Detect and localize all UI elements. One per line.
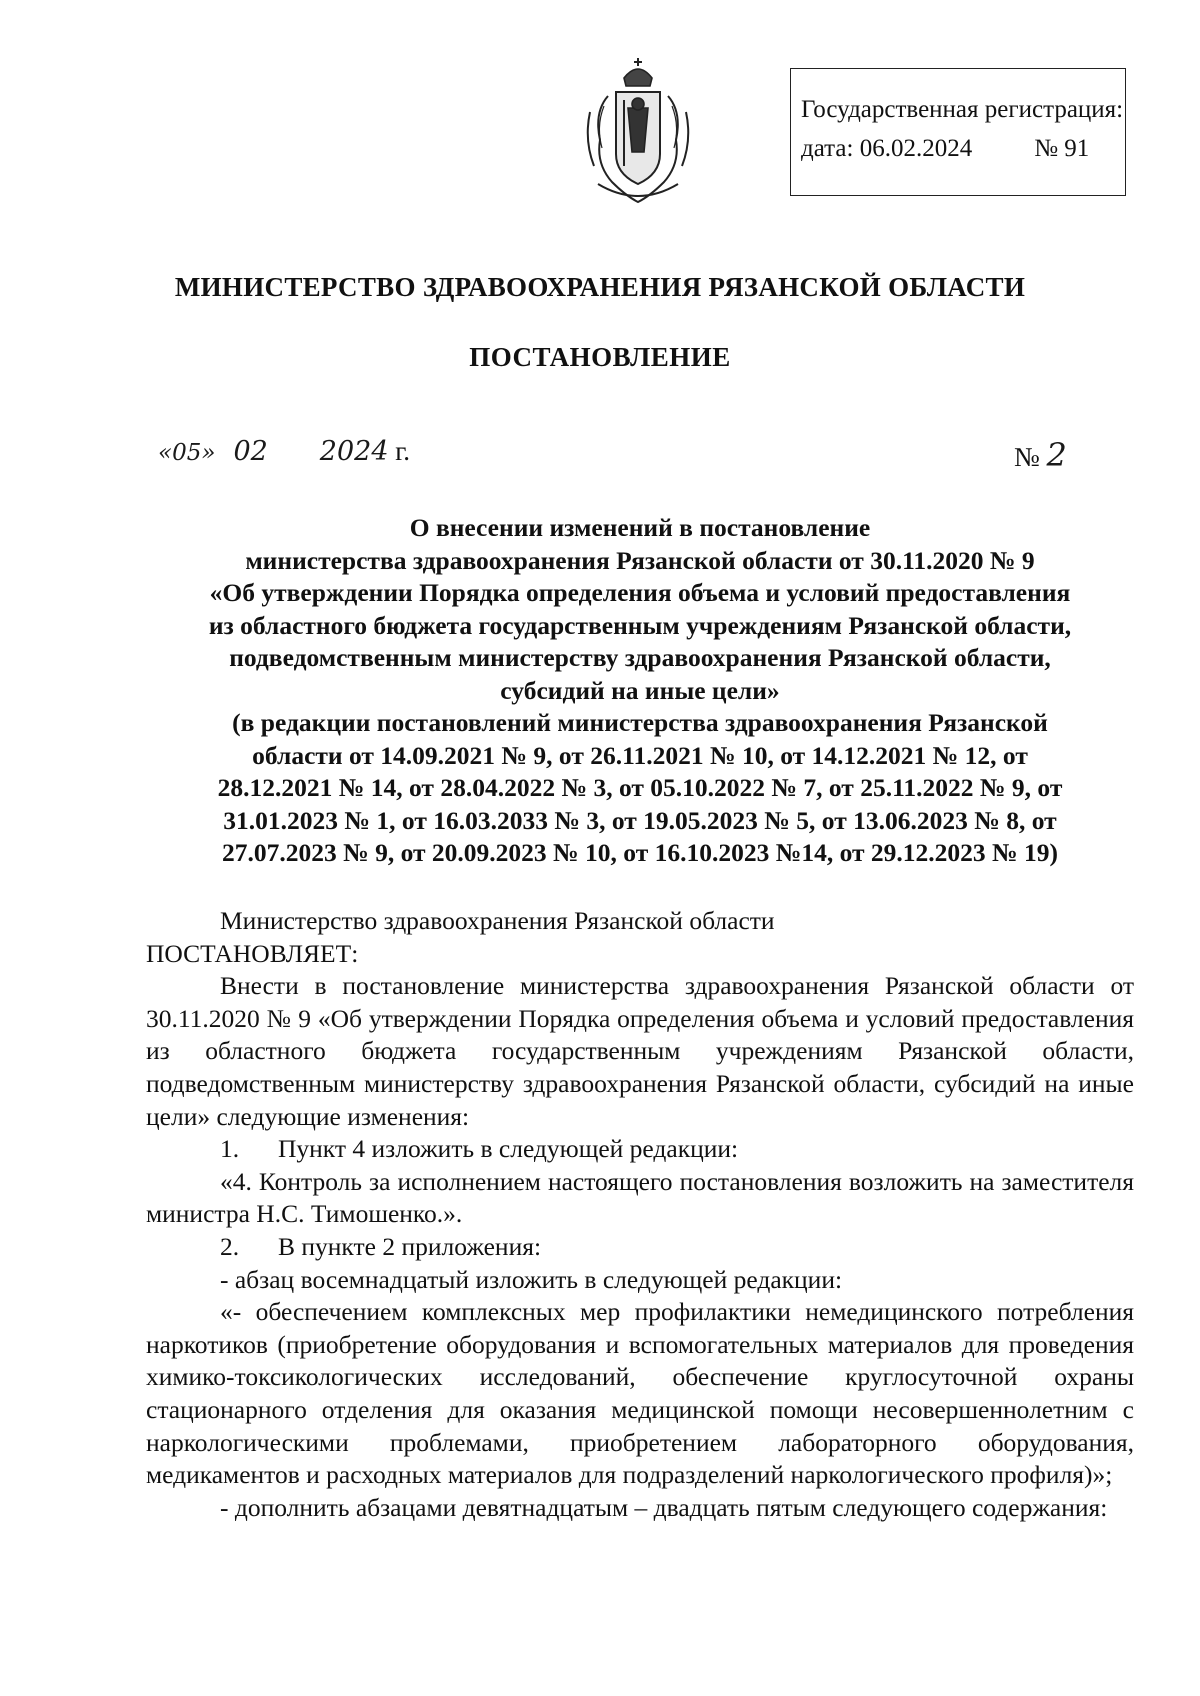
date-open-quote: « xyxy=(158,440,173,466)
date-close-quote: » xyxy=(201,440,216,466)
body-decree-word: ПОСТАНОВЛЯЕТ: xyxy=(146,938,359,968)
registration-title: Государственная регистрация: xyxy=(801,96,1124,123)
document-number xyxy=(1014,436,1067,474)
list-item-text: В пункте 2 приложения: xyxy=(278,1231,542,1261)
title-line: «Об утверждении Порядка определения объема и условий предоставления xyxy=(209,578,1071,607)
body-subitem: - дополнить абзацами девятнадцатым – двадцать пятым следующего содержания: xyxy=(220,1492,1108,1522)
coat-of-arms-icon xyxy=(578,56,698,206)
date-month: 02 xyxy=(233,436,268,467)
body-intro: Министерство здравоохранения Рязанской области xyxy=(220,906,775,935)
date-year-suffix: г. xyxy=(395,436,411,466)
title-line: подведомственным министерству здравоохранения Рязанской области, xyxy=(229,643,1051,672)
document-body xyxy=(146,905,1134,1524)
list-item xyxy=(146,1231,1134,1264)
list-item-number: 1. xyxy=(220,1134,240,1164)
title-line: 28.12.2021 № 14, от 28.04.2022 № 3, от 05.10.2022 № 7, от 25.11.2022 № 9, от xyxy=(217,773,1063,802)
list-item-text: Пункт 4 изложить в следующей редакции: xyxy=(278,1134,739,1164)
registration-number: № 91 xyxy=(1034,134,1090,162)
number-value: 2 xyxy=(1046,436,1067,474)
title-line: из областного бюджета государственным учреждениям Рязанской области, xyxy=(208,610,1072,640)
number-prefix: № xyxy=(1014,442,1040,472)
document-type: ПОСТАНОВЛЕНИЕ xyxy=(469,342,731,372)
body-quote-paragraph: «4. Контроль за исполнением настоящего постановления возложить на заместителя министра Н.С. Тимошенко.». xyxy=(146,1166,1134,1229)
body-subitem: - абзац восемнадцатый изложить в следующей редакции: xyxy=(220,1264,843,1294)
title-line: области от 14.09.2021 № 9, от 26.11.2021 № 10, от 14.12.2021 № 12, от xyxy=(252,740,1028,770)
title-line: министерства здравоохранения Рязанской области от 30.11.2020 № 9 xyxy=(245,545,1035,575)
list-item xyxy=(146,1133,1134,1166)
date-day: 05 xyxy=(172,440,202,466)
title-line: субсидий на иные цели» xyxy=(500,675,780,705)
list-item-number: 2. xyxy=(220,1231,240,1261)
body-main-paragraph: Внести в постановление министерства здравоохранения Рязанской области от 30.11.2020 № 9 «Об утверждении Порядка определения объема и условий предоставления из областного бюджета государственным учреждениям Рязанской области, подведомственным министерству здравоохранения Рязанской области, субсидий на иные цели» следующие изменения: xyxy=(146,971,1134,1131)
registration-date: дата: 06.02.2024 xyxy=(801,134,973,162)
title-line: 31.01.2023 № 1, от 16.03.2033 № 3, от 19.05.2023 № 5, от 13.06.2023 № 8, от xyxy=(223,805,1057,835)
document-date xyxy=(158,436,410,467)
document-title xyxy=(150,512,1130,870)
registration-stamp xyxy=(790,68,1126,196)
title-line: (в редакции постановлений министерства здравоохранения Рязанской xyxy=(232,708,1048,737)
ministry-name: МИНИСТЕРСТВО ЗДРАВООХРАНЕНИЯ РЯЗАНСКОЙ ОБЛАСТИ xyxy=(174,272,1026,302)
date-year: 2024 xyxy=(319,436,389,467)
title-line: 27.07.2023 № 9, от 20.09.2023 № 10, от 16.10.2023 №14, от 29.12.2023 № 19) xyxy=(221,838,1059,867)
title-line: О внесении изменений в постановление xyxy=(409,513,871,542)
registration-row xyxy=(801,130,1125,169)
body-quote-paragraph: «- обеспечением комплексных мер профилактики немедицинского потребления наркотиков (приобретение оборудования и вспомогательных материалов для проведения химико-токсикологических исследований, обеспечение круглосуточной охраны стационарного отделения для оказания медицинской помощи несовершеннолетним с наркологическими проблемами, приобретением лабораторного оборудования, медикаментов и расходных материалов для подразделений наркологического профиля)»; xyxy=(146,1297,1134,1490)
